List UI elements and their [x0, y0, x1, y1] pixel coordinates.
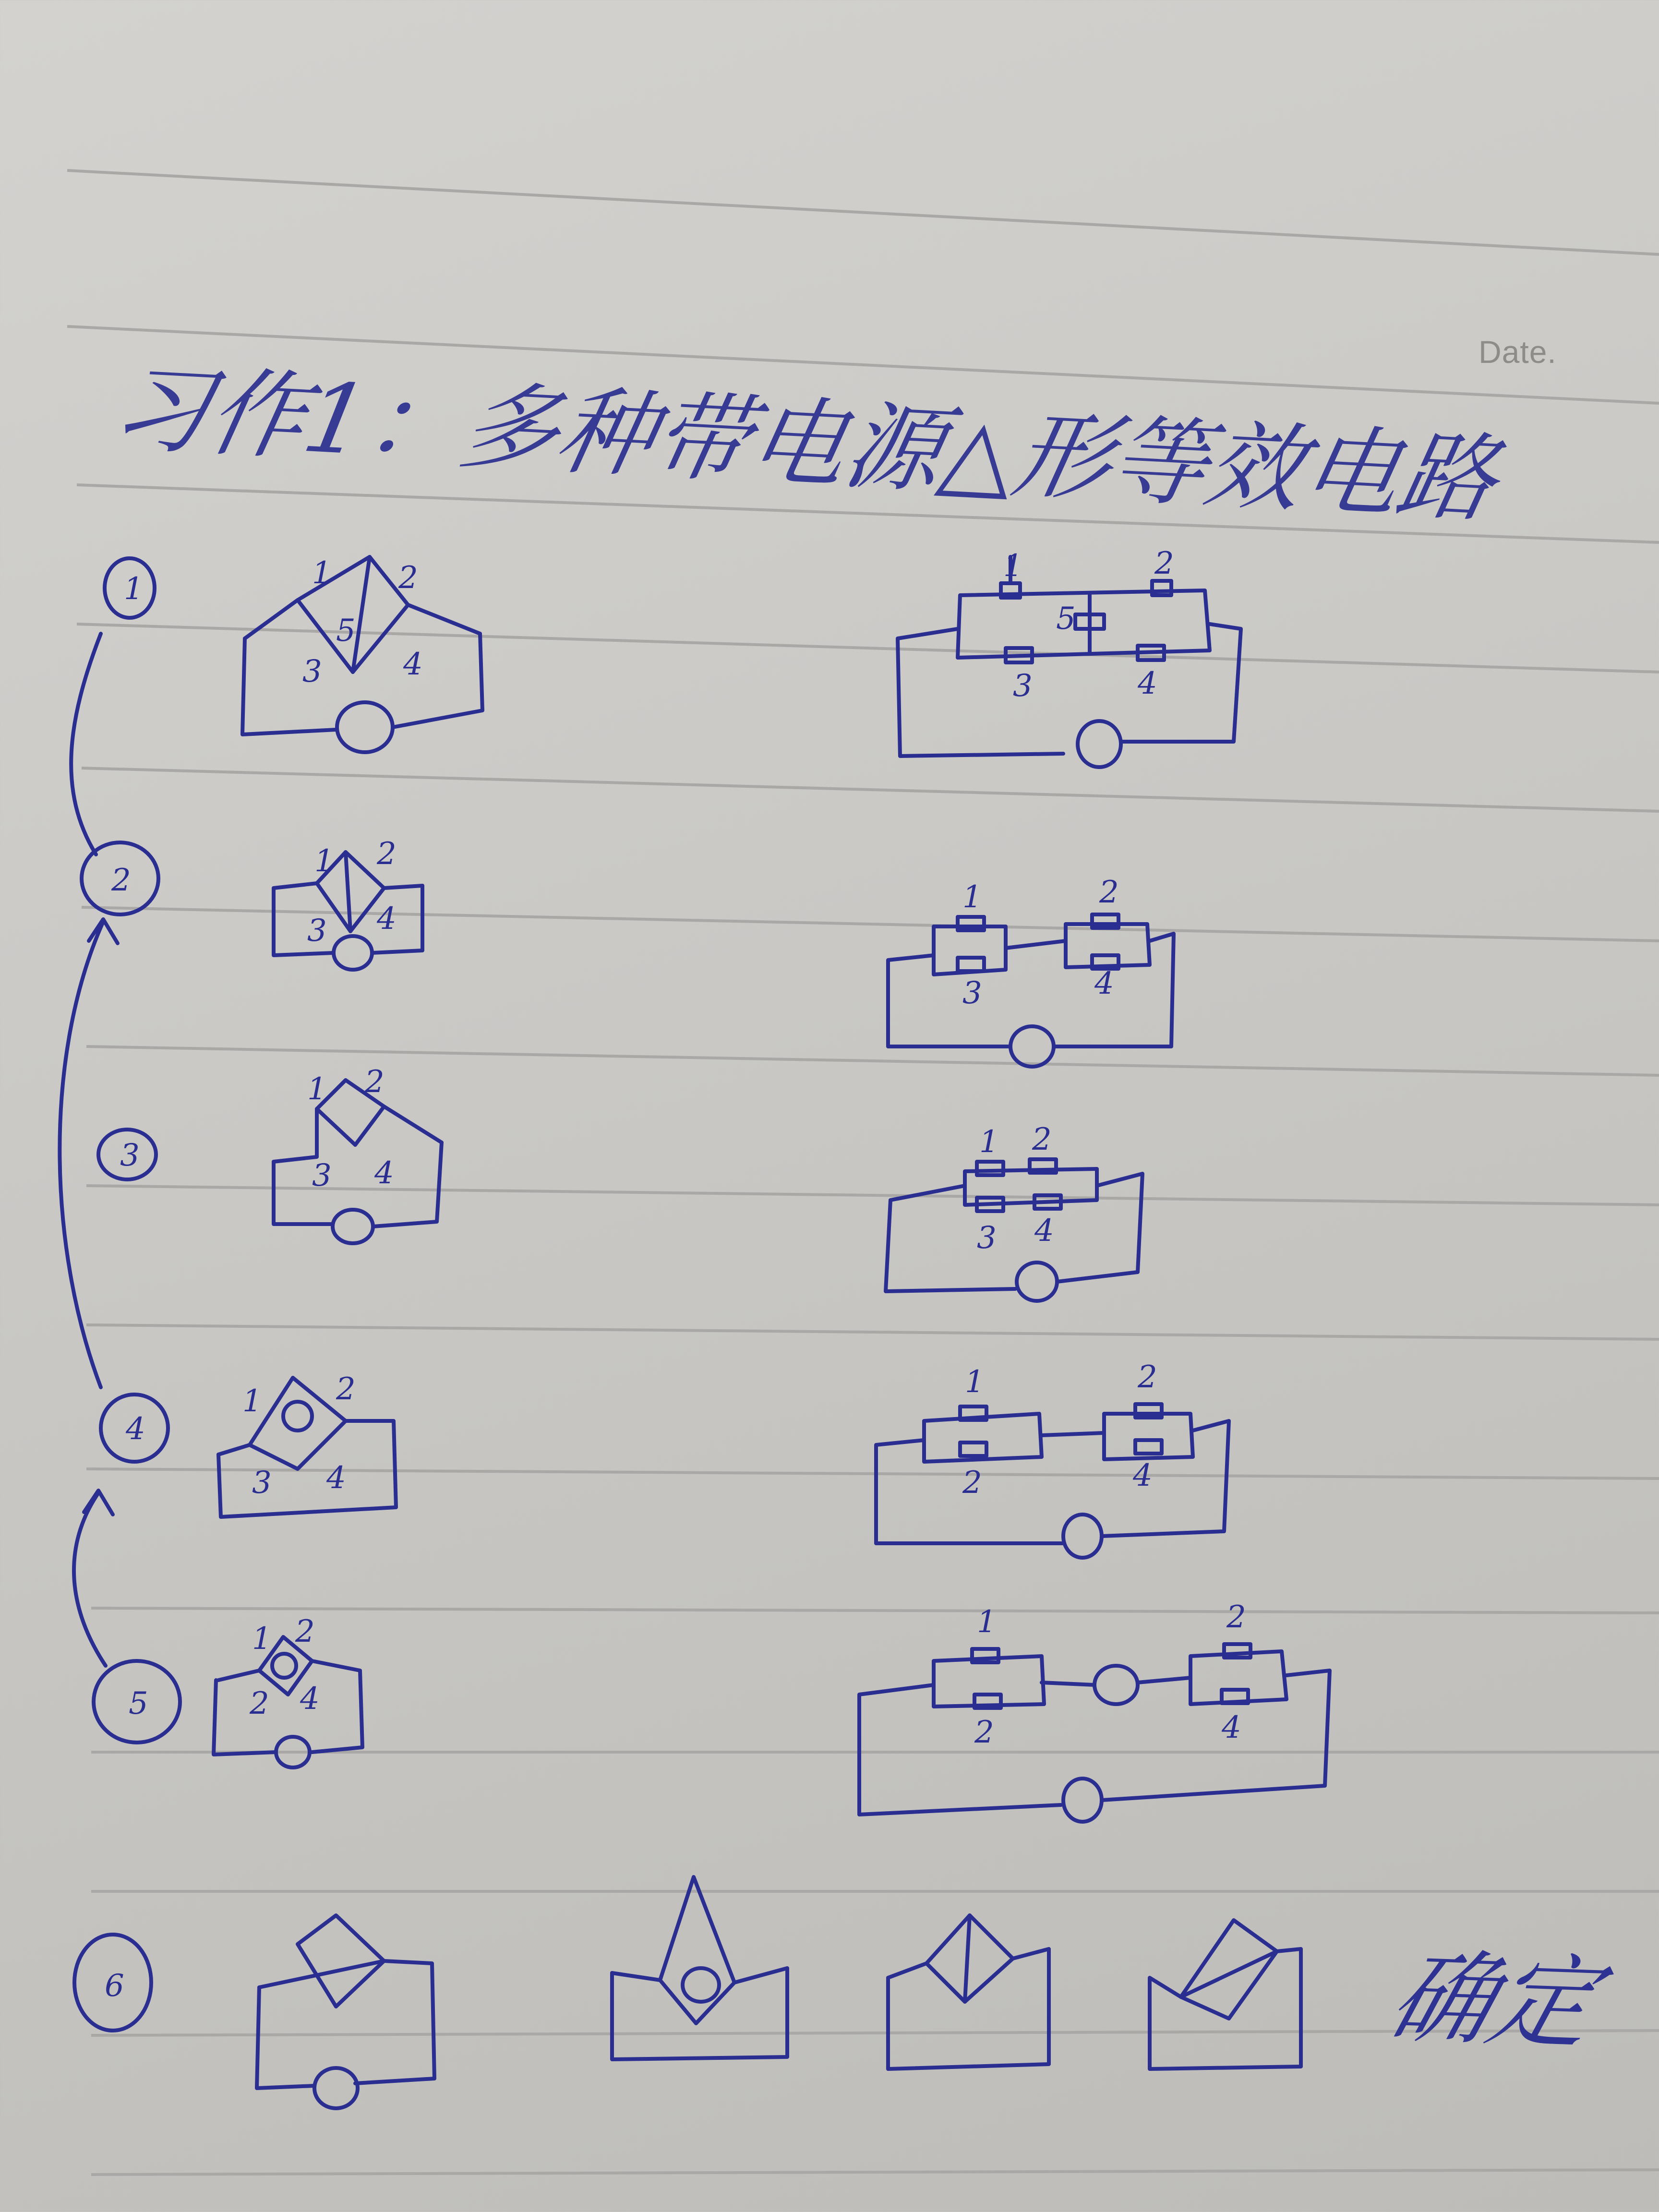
step-marker-3: 3	[120, 1138, 140, 1173]
step2-right-label: 4	[1094, 966, 1114, 1001]
step2-right-label: 1	[962, 879, 982, 915]
step1-right-circuit	[898, 557, 1241, 767]
step1-left-label: 4	[403, 647, 423, 682]
step2-left-circuit	[274, 852, 422, 970]
step4-right-label: 2	[1138, 1359, 1157, 1395]
step1-right-label: 5	[1056, 601, 1076, 637]
step1-right-label: 3	[1013, 668, 1033, 704]
step1-left-label: 1	[312, 555, 332, 591]
step3-right-label: 4	[1034, 1213, 1054, 1249]
step3-left-label: 3	[312, 1158, 332, 1193]
step-marker-6: 6	[105, 1968, 124, 2004]
step4-left-label: 4	[326, 1460, 346, 1496]
step6-variant-d	[1150, 1920, 1301, 2069]
step6-variant-b	[612, 1877, 787, 2059]
step1-right-label: 4	[1138, 666, 1157, 701]
step4-right-label: 1	[965, 1364, 985, 1400]
step3-left-label: 1	[307, 1071, 327, 1107]
step4-left-label: 1	[242, 1383, 262, 1419]
step5-left-label: 2	[295, 1614, 315, 1649]
step3-right-circuit	[886, 1159, 1142, 1301]
step1-right-label: 2	[1154, 546, 1174, 581]
step4-left-label: 3	[252, 1465, 272, 1501]
step1-left-label: 5	[336, 613, 356, 649]
step3-right-label: 2	[1032, 1122, 1052, 1157]
step4-right-label: 2	[962, 1465, 982, 1501]
step-marker-5: 5	[129, 1686, 148, 1721]
step4-right-circuit	[876, 1404, 1229, 1558]
step2-left-label: 4	[377, 901, 397, 937]
step2-left-label: 1	[314, 843, 334, 879]
derivation-arrows	[60, 634, 118, 1666]
step3-left-label: 2	[365, 1064, 385, 1100]
step2-left-label: 3	[307, 913, 327, 949]
date-label: Date.	[1479, 334, 1557, 370]
step5-right-label: 1	[977, 1604, 997, 1640]
step1-right-label: 1	[1003, 548, 1023, 584]
step2-right-label: 3	[962, 975, 982, 1011]
step2-left-label: 2	[377, 836, 397, 872]
step1-left-label: 3	[302, 654, 322, 689]
step5-right-circuit	[859, 1644, 1330, 1822]
step3-right-label: 1	[979, 1124, 999, 1160]
step-marker-2: 2	[111, 863, 131, 898]
step3-left-circuit	[274, 1080, 442, 1243]
step2-right-circuit	[888, 914, 1174, 1067]
step5-right-label: 4	[1222, 1710, 1241, 1745]
step5-left-label: 4	[300, 1681, 320, 1717]
step5-left-label: 2	[250, 1686, 269, 1721]
step1-left-circuit	[242, 557, 482, 752]
step5-right-label: 2	[1226, 1599, 1246, 1635]
step1-left-label: 2	[398, 560, 418, 596]
step5-right-label: 2	[974, 1715, 994, 1750]
step6-variant-a	[257, 1915, 434, 2108]
step5-left-label: 1	[252, 1621, 272, 1657]
step-marker-1: 1	[124, 571, 144, 607]
step-marker-4: 4	[126, 1411, 145, 1447]
verdict-note: 确定	[1376, 1938, 1610, 2063]
step4-left-label: 2	[336, 1371, 356, 1407]
step6-variant-c	[888, 1915, 1049, 2069]
step3-right-label: 3	[977, 1220, 997, 1256]
step3-left-label: 4	[374, 1155, 394, 1191]
step4-right-label: 4	[1133, 1458, 1153, 1493]
step-markers	[74, 558, 180, 2031]
step2-right-label: 2	[1099, 875, 1119, 910]
page-title: 习作1：多种带电源△形等效电路	[103, 352, 1506, 536]
step5-left-circuit	[214, 1637, 362, 1767]
